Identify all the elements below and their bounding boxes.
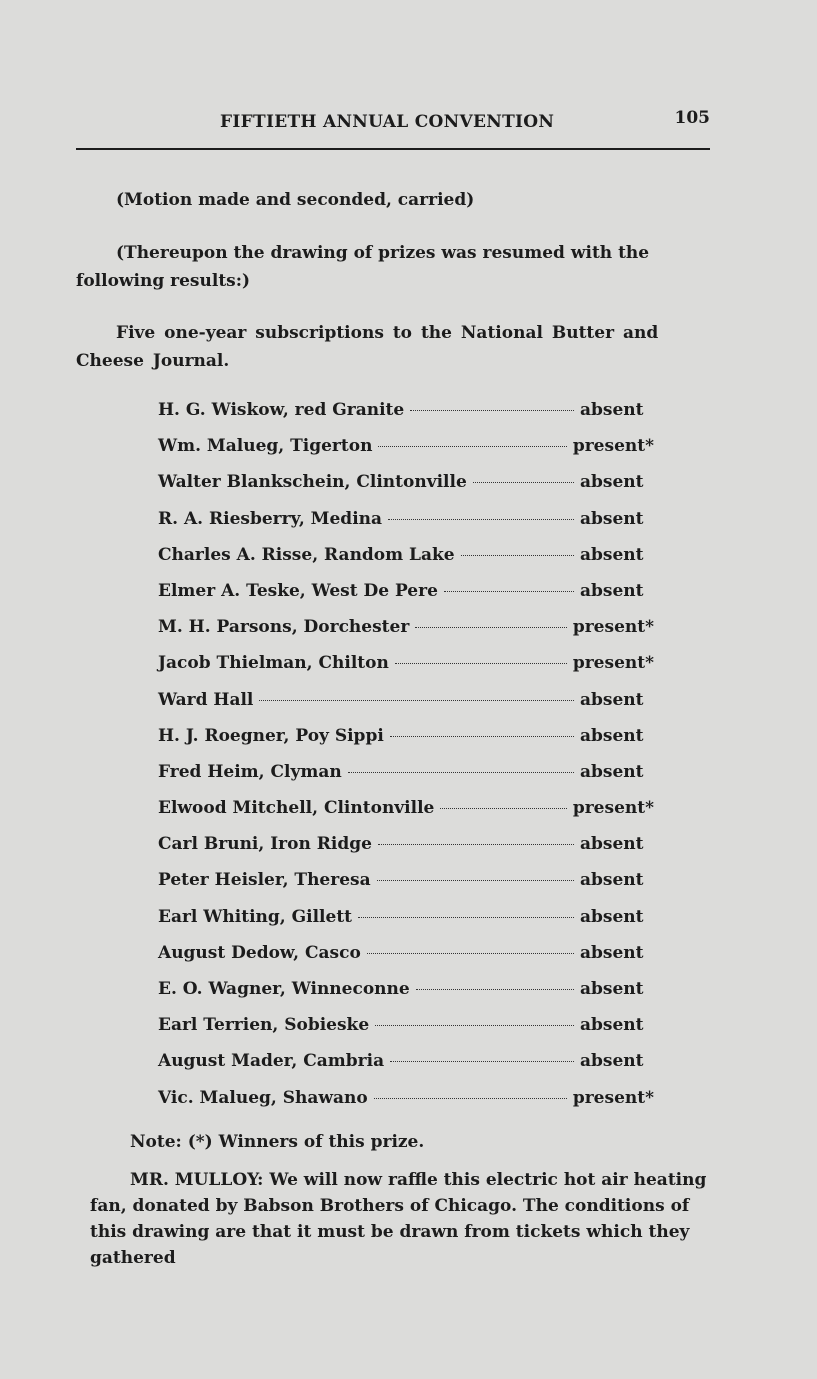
- list-item: [158, 436, 654, 472]
- prize-drawing-list: [158, 400, 654, 1124]
- entry-status: absent: [580, 1015, 644, 1036]
- dot-leader: [461, 555, 574, 556]
- entry-status: absent: [580, 725, 644, 746]
- list-item: [158, 509, 654, 545]
- list-item: [158, 581, 654, 617]
- header-title: FIFTIETH ANNUAL CONVENTION: [220, 112, 555, 132]
- list-item: [158, 617, 654, 653]
- list-item: [158, 1088, 654, 1124]
- dot-leader: [377, 880, 574, 881]
- dot-leader: [375, 1025, 574, 1026]
- dot-leader: [374, 1098, 567, 1099]
- dot-leader: [390, 1061, 574, 1062]
- dot-leader: [348, 772, 574, 773]
- entry-status: absent: [580, 472, 644, 493]
- list-item: [158, 1015, 654, 1051]
- dot-leader: [440, 808, 566, 809]
- entry-status: absent: [580, 870, 644, 891]
- entry-status: absent: [580, 508, 644, 529]
- entry-name: Elwood Mitchell, Clintonville: [158, 798, 435, 819]
- list-item: [158, 1051, 654, 1087]
- entry-status: absent: [580, 942, 644, 963]
- dot-leader: [444, 591, 574, 592]
- entry-status: absent: [580, 906, 644, 927]
- entry-name: Peter Heisler, Theresa: [158, 870, 371, 891]
- entry-name: R. A. Riesberry, Medina: [158, 508, 383, 529]
- entry-status: absent: [580, 979, 644, 999]
- list-item: [158, 798, 654, 834]
- entry-name: Carl Bruni, Iron Ridge: [158, 834, 372, 855]
- entry-name: H. G. Wiskow, red Granite: [158, 400, 405, 420]
- entry-name: Jacob Thielman, Chilton: [158, 653, 389, 674]
- entry-name: Ward Hall: [158, 689, 254, 710]
- subscriptions-paragraph: Five one-year subscriptions to the National Butter and Cheese Journal.: [76, 323, 659, 371]
- dot-leader: [378, 446, 566, 447]
- dot-leader: [367, 953, 574, 954]
- list-item: [158, 653, 654, 689]
- entry-name: E. O. Wagner, Winneconne: [158, 979, 410, 999]
- list-item: [158, 690, 654, 726]
- dot-leader: [390, 736, 574, 737]
- entry-status: present*: [572, 617, 654, 638]
- dot-leader: [473, 482, 574, 483]
- dot-leader: [259, 700, 574, 701]
- entry-name: August Dedow, Casco: [158, 942, 361, 963]
- dot-leader: [388, 519, 574, 520]
- list-item: [158, 400, 654, 436]
- entry-status: present*: [572, 653, 654, 674]
- list-item: [158, 472, 654, 508]
- dot-leader: [358, 917, 574, 918]
- list-item: [158, 834, 654, 870]
- entry-status: present*: [572, 798, 654, 819]
- entry-status: absent: [580, 761, 644, 782]
- mulloy-paragraph: MR. MULLOY: We will now raffle this electric hot air heating fan, donated by Babson Brothers of Chicago. The conditions of this drawing are that it must be drawn from tickets which they gathered: [90, 1170, 707, 1268]
- dot-leader: [416, 989, 574, 990]
- dot-leader: [378, 844, 574, 845]
- entry-name: August Mader, Cambria: [158, 1051, 385, 1072]
- entry-name: H. J. Roegner, Poy Sippi: [158, 725, 384, 746]
- entry-status: absent: [580, 689, 644, 710]
- motion-paragraph: (Motion made and seconded, carried): [116, 190, 475, 210]
- entry-name: Elmer A. Teske, West De Pere: [158, 580, 438, 601]
- thereupon-paragraph: (Thereupon the drawing of prizes was resumed with the following results:): [76, 243, 650, 291]
- list-item: [158, 979, 654, 1015]
- entry-status: present*: [572, 1087, 654, 1108]
- dot-leader: [415, 627, 567, 628]
- note: Note: (*) Winners of this prize.: [130, 1132, 425, 1152]
- entry-status: absent: [580, 834, 644, 855]
- entry-status: absent: [580, 544, 644, 565]
- list-item: [158, 907, 654, 943]
- list-item: [158, 762, 654, 798]
- list-item: [158, 545, 654, 581]
- header-rule: [76, 148, 710, 150]
- dot-leader: [410, 410, 574, 411]
- entry-name: Charles A. Risse, Random Lake: [158, 544, 455, 565]
- entry-name: Earl Whiting, Gillett: [158, 906, 353, 927]
- entry-name: Wm. Malueg, Tigerton: [158, 436, 373, 457]
- entry-status: present*: [572, 436, 654, 457]
- list-item: [158, 726, 654, 762]
- entry-name: Vic. Malueg, Shawano: [158, 1087, 368, 1108]
- dot-leader: [395, 663, 567, 664]
- entry-name: Earl Terrien, Sobieske: [158, 1015, 370, 1036]
- entry-status: absent: [580, 1051, 644, 1072]
- entry-status: absent: [580, 580, 644, 601]
- entry-status: absent: [580, 400, 644, 420]
- list-item: [158, 943, 654, 979]
- list-item: [158, 870, 654, 906]
- entry-name: Walter Blankschein, Clintonville: [158, 472, 467, 493]
- running-header: [76, 106, 710, 136]
- entry-name: Fred Heim, Clyman: [158, 761, 342, 782]
- entry-name: M. H. Parsons, Dorchester: [158, 617, 410, 638]
- page-number: 105: [674, 108, 710, 128]
